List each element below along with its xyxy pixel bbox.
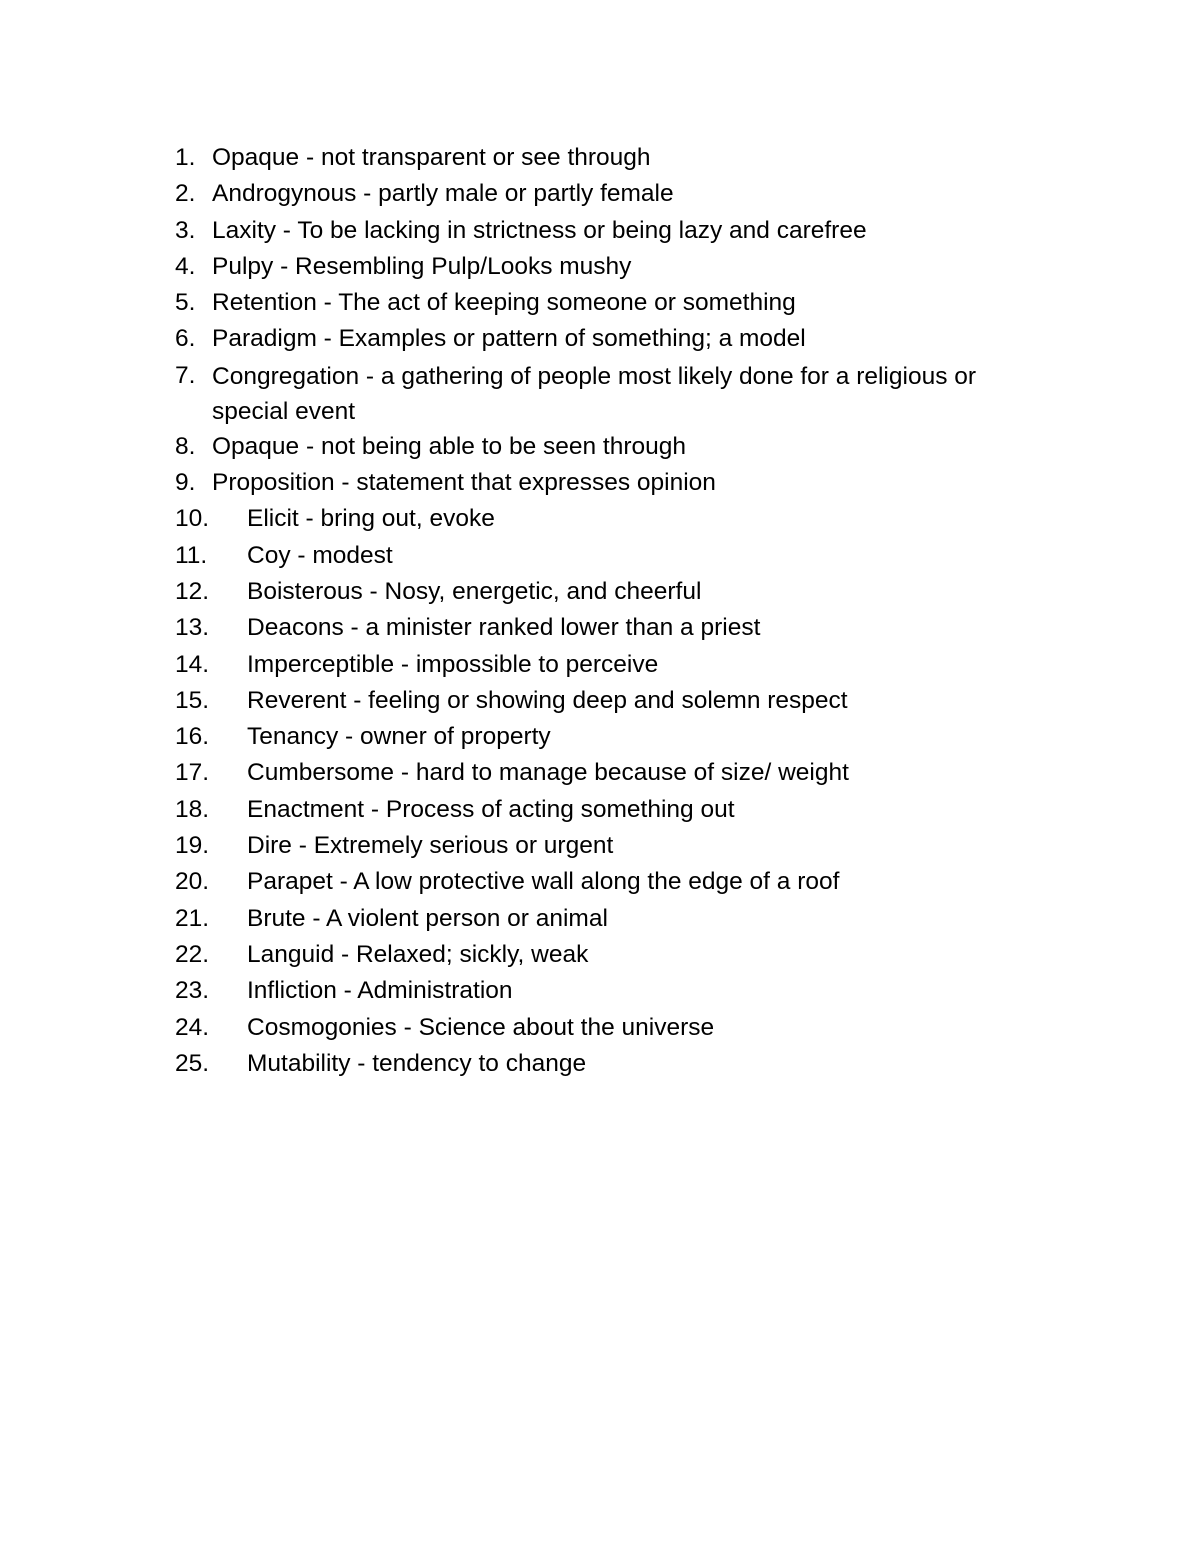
item-number: 21. [175,904,210,932]
list-item [175,647,1055,683]
item-number: 2. [175,180,196,208]
list-item [175,755,1055,791]
item-text: Languid - Relaxed; sickly, weak [247,940,589,968]
item-text: Congregation - a gathering of people most likely done for a religious or special event [212,362,977,425]
item-number: 18. [175,795,210,823]
item-text: Opaque - not being able to be seen through [212,432,687,460]
list-item [175,501,1055,537]
item-number: 7. [175,361,196,389]
item-number: 4. [175,252,196,280]
list-item [175,429,1055,465]
item-number: 3. [175,216,196,244]
item-text: Elicit - bring out, evoke [247,505,495,533]
item-text: Proposition - statement that expresses opinion [212,469,716,497]
list-item [175,610,1055,646]
item-number: 17. [175,759,210,787]
list-item [175,574,1055,610]
list-item [175,465,1055,501]
item-text: Androgynous - partly male or partly female [212,180,674,208]
item-text: Enactment - Process of acting something out [247,795,735,823]
item-text: Mutability - tendency to change [247,1049,587,1077]
item-text: Opaque - not transparent or see through [212,144,651,171]
list-item [175,901,1055,937]
item-number: 10. [175,505,210,533]
item-number: 9. [175,469,196,497]
item-text: Coy - modest [247,541,393,569]
item-number: 13. [175,614,210,642]
item-text: Pulpy - Resembling Pulp/Looks mushy [212,252,632,280]
item-text: Laxity - To be lacking in strictness or being lazy and carefree [212,216,867,244]
item-text: Tenancy - owner of property [247,723,551,751]
item-number: 22. [175,940,210,968]
item-number: 16. [175,723,210,751]
list-item [175,683,1055,719]
item-number: 11. [175,541,208,569]
item-number: 19. [175,832,210,860]
item-number: 1. [175,144,196,171]
list-item [175,140,1055,176]
item-number: 6. [175,325,196,353]
item-number: 12. [175,577,210,605]
list-item [175,213,1055,249]
vocabulary-list [175,140,1055,1082]
list-item [175,538,1055,574]
list-item [175,1046,1055,1082]
item-text: Boisterous - Nosy, energetic, and cheerful [247,577,702,605]
list-item [175,321,1055,357]
item-text: Cumbersome - hard to manage because of size/ weight [247,759,849,787]
item-number: 25. [175,1049,210,1077]
item-number: 20. [175,868,210,896]
list-item [175,719,1055,755]
list-item [175,249,1055,285]
list-item [175,864,1055,900]
list-item [175,1010,1055,1046]
list-item [175,828,1055,864]
item-text: Paradigm - Examples or pattern of something; a model [212,325,806,353]
item-text: Brute - A violent person or animal [247,904,608,932]
item-number: 24. [175,1013,210,1041]
list-item [175,176,1055,212]
item-number: 14. [175,650,210,678]
item-text: Retention - The act of keeping someone or something [212,289,796,317]
item-number: 15. [175,686,210,714]
item-text: Dire - Extremely serious or urgent [247,832,614,860]
item-text: Infliction - Administration [247,977,513,1005]
list-item [175,792,1055,828]
item-number: 5. [175,289,196,317]
item-text: Parapet - A low protective wall along the edge of a roof [247,868,840,896]
list-item [175,973,1055,1009]
list-item [175,358,1055,429]
item-text: Reverent - feeling or showing deep and solemn respect [247,686,848,714]
item-number: 23. [175,977,210,1005]
list-item [175,285,1055,321]
item-text: Cosmogonies - Science about the universe [247,1013,715,1041]
item-text: Deacons - a minister ranked lower than a priest [247,614,761,642]
list-item [175,937,1055,973]
item-text: Imperceptible - impossible to perceive [247,650,659,678]
item-number: 8. [175,432,196,460]
